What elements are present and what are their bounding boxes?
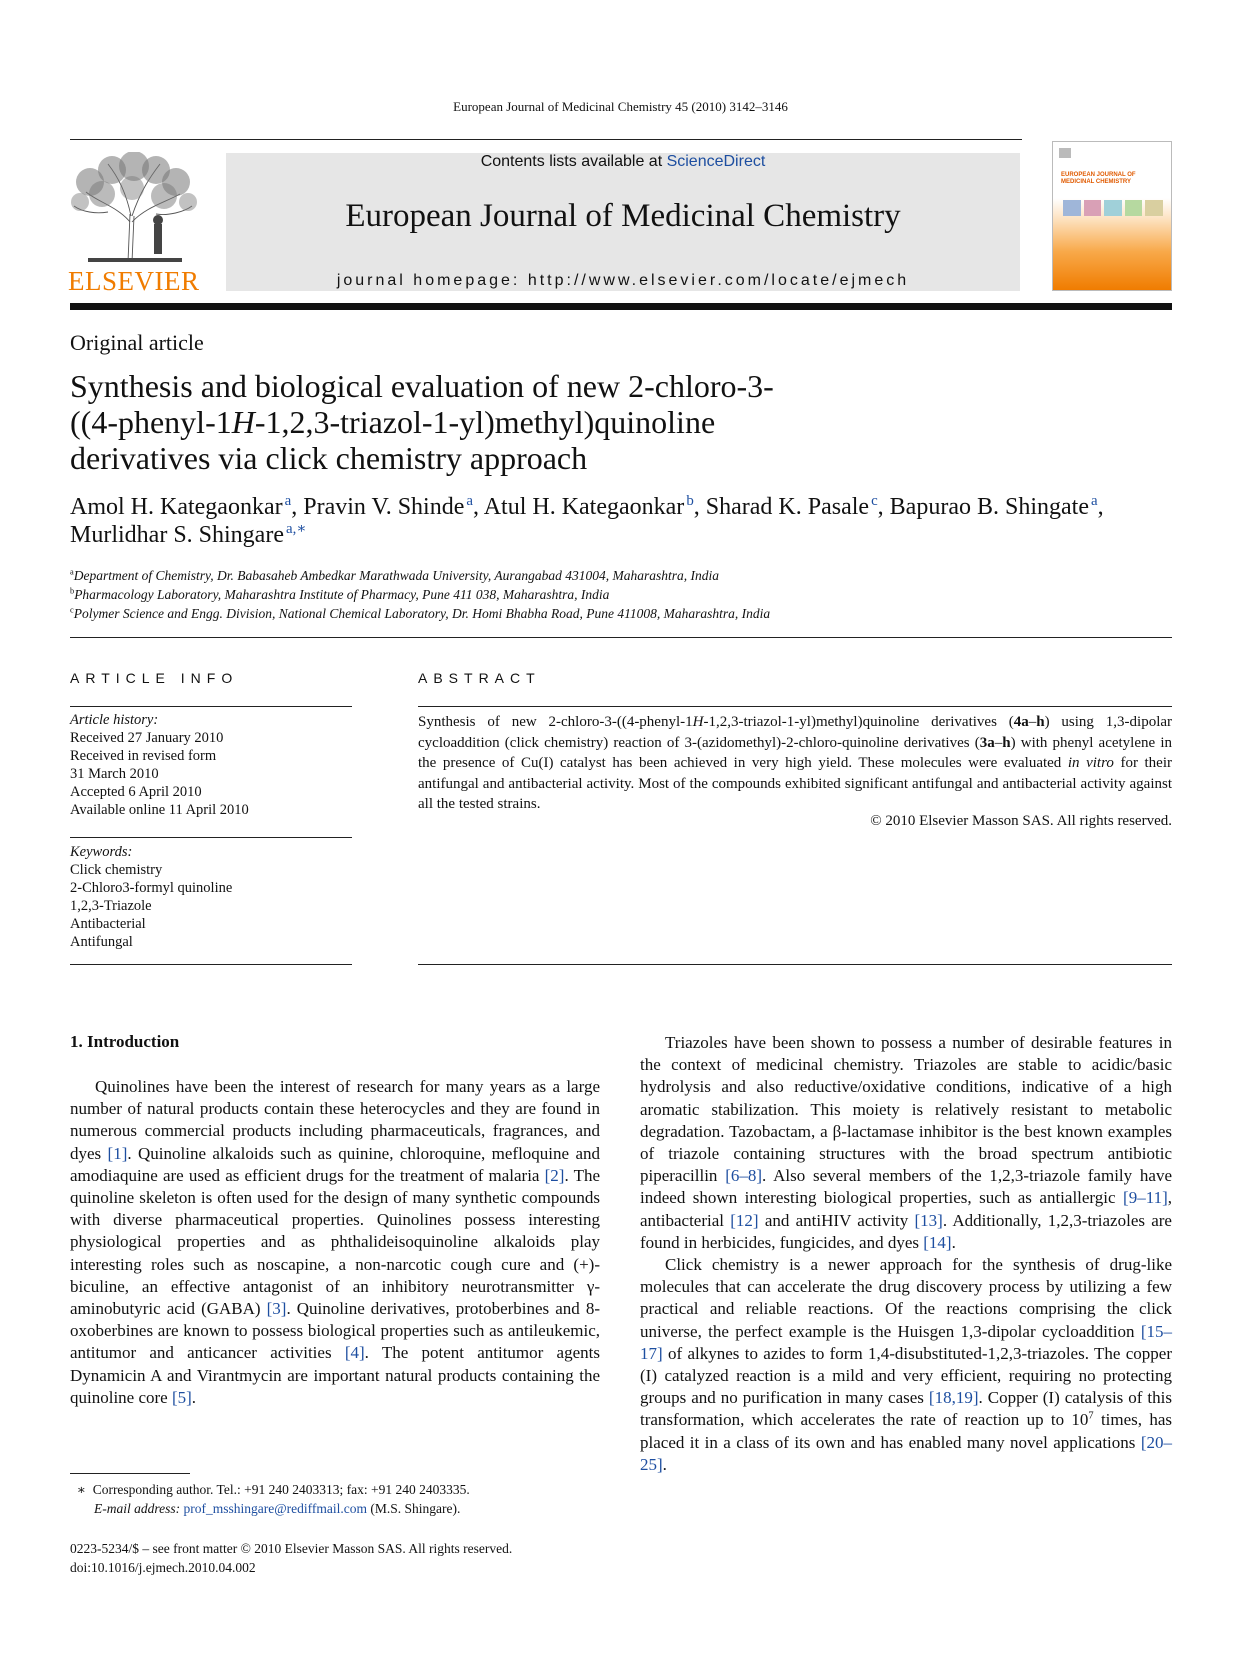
cover-logo-icon <box>1059 148 1071 158</box>
header-thick-rule <box>70 303 1172 310</box>
author[interactable]: Pravin V. Shinde $^a$ <box>303 493 473 520</box>
cover-graphics <box>1063 200 1163 216</box>
right-column <box>640 1032 1172 1476</box>
abstract-rule <box>418 964 1172 965</box>
header-rule <box>70 139 1022 140</box>
cover-title: EUROPEAN JOURNAL OF MEDICINAL CHEMISTRY <box>1061 172 1136 185</box>
author-list: Amol H. Kategaonkar $^a$, Pravin V. Shinde $^a$, Atul H. Kategaonkar $^b$, Sharad K. Pasale $^c$, Bapurao B. Shingate $^a$, Murlidhar S. Shingare $^{a,∗}$ <box>70 493 1104 548</box>
paragraph: Quinolines have been the interest of research for many years as a large number of natural products contain these heterocycles and they are found in numerous commercial products including pharmaceuticals, fragrances, and dyes [1]. Quinoline alkaloids such as quinine, chloroquine, mefloquine and amodiaquine are used as efficient drugs for the treatment of malaria [2]. The quinoline skeleton is often used for the design of many synthetic compounds with diverse pharmaceutical properties. Quinolines possess interesting physiological properties and as phthalideisoquinoline alkaloids play interesting roles such as noscapine, a non-narcotic cough cure and (+)-biculine, an effective antagonist of an inhibitory neurotransmitter γ-aminobutyric acid (GABA) [3]. Quinoline derivatives, protoberbines and 8-oxoberbines are known to possess biological properties such as antileukemic, antitumor and anticancer activities [4]. The potent antitumor agents Dynamicin A and Virantmycin are important natural products containing the quinoline core [5]. <box>70 1077 601 1407</box>
contents-availability <box>226 153 1020 171</box>
keyword: Antibacterial <box>70 916 146 932</box>
affiliation: $^b$Pharmacology Laboratory, Maharashtra Institute of Pharmacy, Pune 411 038, Maharashtra, India <box>70 586 610 602</box>
journal-homepage[interactable]: journal homepage: http://www.elsevier.com/locate/ejmech <box>336 272 910 289</box>
article-type: Original article <box>70 330 204 355</box>
elsevier-tree-icon <box>68 152 198 268</box>
elsevier-logo <box>68 152 200 296</box>
title-line-2: ((4-phenyl-1H-1,2,3-triazol-1-yl)methyl)quinoline <box>70 404 716 440</box>
citation-link[interactable]: [14] <box>923 1232 952 1252</box>
citation-link[interactable]: [1] <box>107 1143 128 1163</box>
citation-link[interactable]: [15–17] <box>640 1321 1172 1363</box>
history-item: Available online 11 April 2010 <box>70 802 249 818</box>
citation-link[interactable]: [18,19] <box>928 1388 979 1408</box>
article-info-heading: ARTICLE INFO <box>70 670 239 686</box>
introduction-heading: 1. Introduction <box>70 1032 180 1051</box>
corresponding-author-footnote: ∗ Corresponding author. Tel.: +91 240 2403313; fax: +91 240 2403335. E-mail address: prof_msshingare@rediffmail.com (M.S. Shingare). <box>76 1482 470 1516</box>
citation-link[interactable]: [12] <box>730 1210 759 1230</box>
history-item: Received in revised form <box>70 748 217 764</box>
journal-banner <box>226 153 1020 291</box>
author[interactable]: Murlidhar S. Shingare $^{a,∗}$ <box>70 521 307 548</box>
keyword: Click chemistry <box>70 862 163 878</box>
citation-link[interactable]: [9–11] <box>1123 1188 1168 1208</box>
abstract-copyright: © 2010 Elsevier Masson SAS. All rights reserved. <box>870 813 1172 829</box>
abstract-heading: ABSTRACT <box>418 670 541 686</box>
author[interactable]: Sharad K. Pasale $^c$ <box>705 493 878 520</box>
author[interactable]: Atul H. Kategaonkar $^b$ <box>483 493 694 520</box>
journal-reference: European Journal of Medicinal Chemistry 45 (2010) 3142–3146 <box>453 99 788 114</box>
keywords: Keywords: Click chemistry 2-Chloro3-formyl quinoline 1,2,3-Triazole Antibacterial Antifungal <box>70 843 352 951</box>
doi-line[interactable]: doi:10.1016/j.ejmech.2010.04.002 <box>70 1559 256 1575</box>
sciencedirect-link[interactable]: ScienceDirect <box>666 153 766 170</box>
info-rule <box>70 837 352 838</box>
info-rule <box>70 964 352 965</box>
issn-line: 0223-5234/$ – see front matter © 2010 Elsevier Masson SAS. All rights reserved. <box>70 1541 513 1556</box>
affiliations <box>70 566 1180 623</box>
front-matter <box>70 1540 630 1577</box>
keyword: 2-Chloro3-formyl quinoline <box>70 880 233 896</box>
journal-title: European Journal of Medicinal Chemistry <box>345 198 901 234</box>
left-column <box>70 1076 600 1409</box>
citation-link[interactable]: [13] <box>914 1210 943 1230</box>
abstract-rule <box>418 706 1172 707</box>
author[interactable]: Bapurao B. Shingate $^a$ <box>889 493 1098 520</box>
paragraph: Triazoles have been shown to possess a number of desirable features in the context of medicinal chemistry. Triazoles are stable to acidic/basic hydrolysis and also reductive/oxidative conditions, indicative of a high aromatic stabilization. This moiety is relatively resistant to metabolic degradation. Tazobactam, a β-lactamase inhibitor is the best known examples of triazole containing structures with the broad spectrum antibiotic piperacillin [6–8]. Also several members of the 1,2,3-triazole family have indeed shown interesting biological properties, such as antiallergic [9–11], antibacterial [12] and antiHIV activity [13]. Additionally, 1,2,3-triazoles are found in herbicides, fungicides, and dyes [14]. <box>640 1033 1173 1252</box>
abstract-text: Synthesis of new 2-chloro-3-((4-phenyl-1H-1,2,3-triazol-1-yl)methyl)quinoline derivatives (4a–h) using 1,3-dipolar cycloaddition (click chemistry) reaction of 3-(azidomethyl)-2-chloro-quinoline derivatives (3a–h) with phenyl acetylene in the presence of Cu(I) catalyst has been achieved in very high yield. These molecules were evaluated in vitro for their antifungal and antibacterial activity. Most of the compounds exhibited significant antifungal and antibacterial activity against all the tested strains. <box>418 714 1173 812</box>
footnote-rule <box>70 1473 190 1474</box>
title-line-3: derivatives via click chemistry approach <box>70 440 588 476</box>
keyword: Antifungal <box>70 934 133 950</box>
affiliation: $^c$Polymer Science and Engg. Division, National Chemical Laboratory, Dr. Homi Bhabha Road, Pune 411008, Maharashtra, India <box>70 605 771 621</box>
title-line-1: Synthesis and biological evaluation of new 2-chloro-3- <box>70 368 774 404</box>
history-item: Accepted 6 April 2010 <box>70 784 202 800</box>
keyword: 1,2,3-Triazole <box>70 898 152 914</box>
citation-link[interactable]: [2] <box>544 1165 565 1185</box>
history-item: Received 27 January 2010 <box>70 730 224 746</box>
article-history: Article history: Received 27 January 2010 Received in revised form 31 March 2010 Accepted 6 April 2010 Available online 11 April 2010 <box>70 711 352 819</box>
section-rule <box>70 637 1172 638</box>
email-link[interactable]: prof_msshingare@rediffmail.com <box>183 1500 368 1516</box>
history-item: 31 March 2010 <box>70 766 159 782</box>
info-rule <box>70 706 352 707</box>
citation-link[interactable]: [6–8] <box>725 1166 763 1186</box>
citation-link[interactable]: [3] <box>266 1299 287 1319</box>
paragraph: Click chemistry is a newer approach for the synthesis of drug-like molecules that can accelerate the drug discovery process by utilizing a few practical and reliable reactions. Of the reactions comprising the click universe, the perfect example is the Huisgen 1,3-dipolar cycloaddition [15–17] of alkynes to azides to form 1,4-disubstituted-1,2,3-triazoles. The copper (I) catalyzed reaction is a mild and very efficient, requiring no protecting groups and no purification in many cases [18,19]. Copper (I) catalysis of this transformation, which accelerates the rate of reaction up to $10^7$ times, has placed it in a class of its own and has enabled many novel applications [20–25]. <box>640 1255 1172 1474</box>
publisher-name: ELSEVIER <box>68 266 200 296</box>
contents-text: Contents lists available at <box>480 153 667 170</box>
citation-link[interactable]: [20–25] <box>640 1432 1172 1474</box>
journal-cover-thumbnail <box>1052 141 1172 291</box>
author[interactable]: Amol H. Kategaonkar $^a$ <box>70 493 292 520</box>
article-title <box>70 368 970 476</box>
citation-link[interactable]: [4] <box>344 1343 365 1363</box>
citation-link[interactable]: [5] <box>171 1387 192 1407</box>
affiliation: $^a$Department of Chemistry, Dr. Babasaheb Ambedkar Marathwada University, Aurangabad 431004, Maharashtra, India <box>70 567 719 583</box>
